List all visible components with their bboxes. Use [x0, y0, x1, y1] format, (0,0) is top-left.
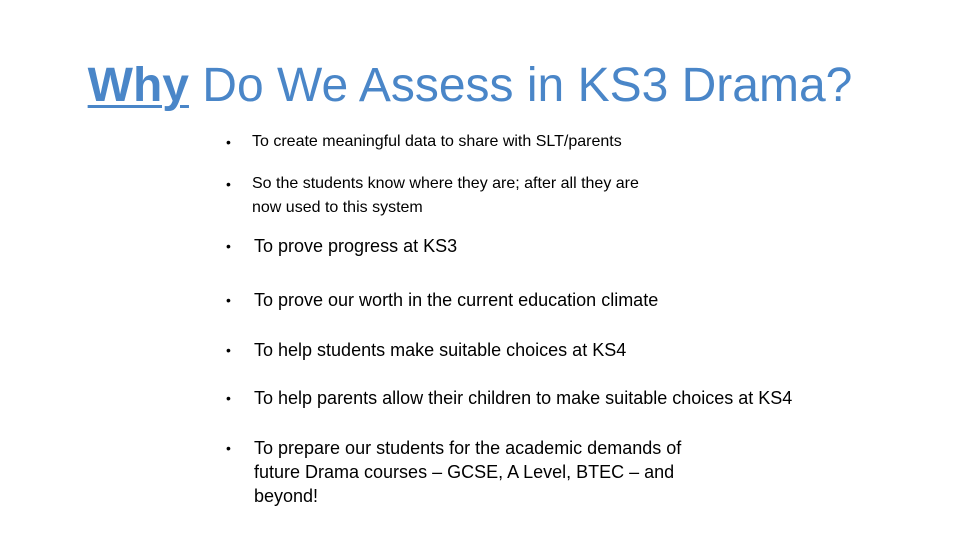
bullet-item: [226, 172, 666, 220]
bullet-item: [226, 234, 916, 258]
bullet-item: [226, 288, 916, 312]
bullet-text: To prepare our students for the academic demands of future Drama courses – GCSE, A Level, BTEC – and beyond!: [254, 438, 682, 506]
bullet-item: [226, 436, 726, 508]
bullet-item: [226, 338, 916, 362]
bullet-dot: •: [226, 134, 231, 150]
bullet-text: To prove progress at KS3: [254, 236, 458, 256]
bullet-dot: •: [226, 390, 231, 406]
bullet-text: To prove our worth in the current education climate: [254, 290, 659, 310]
bullet-text: To help students make suitable choices at KS4: [254, 340, 627, 360]
bullet-item: [226, 130, 916, 154]
bullet-dot: •: [226, 176, 231, 192]
bullet-dot: •: [226, 342, 231, 358]
title-text: Do We Assess in KS3 Drama?: [188, 59, 853, 112]
bullet-text: To create meaningful data to share with SLT/parents: [252, 133, 622, 150]
bullet-text: So the students know where they are; after all they are now used to this system: [252, 175, 639, 216]
bullet-dot: •: [226, 238, 231, 254]
bullet-dot: •: [226, 440, 231, 456]
bullet-item: [226, 386, 926, 410]
slide-title: [0, 58, 940, 114]
bullet-dot: •: [226, 292, 231, 308]
bullet-text: To help parents allow their children to make suitable choices at KS4: [254, 388, 793, 408]
title-emphasis: Why: [87, 59, 189, 112]
